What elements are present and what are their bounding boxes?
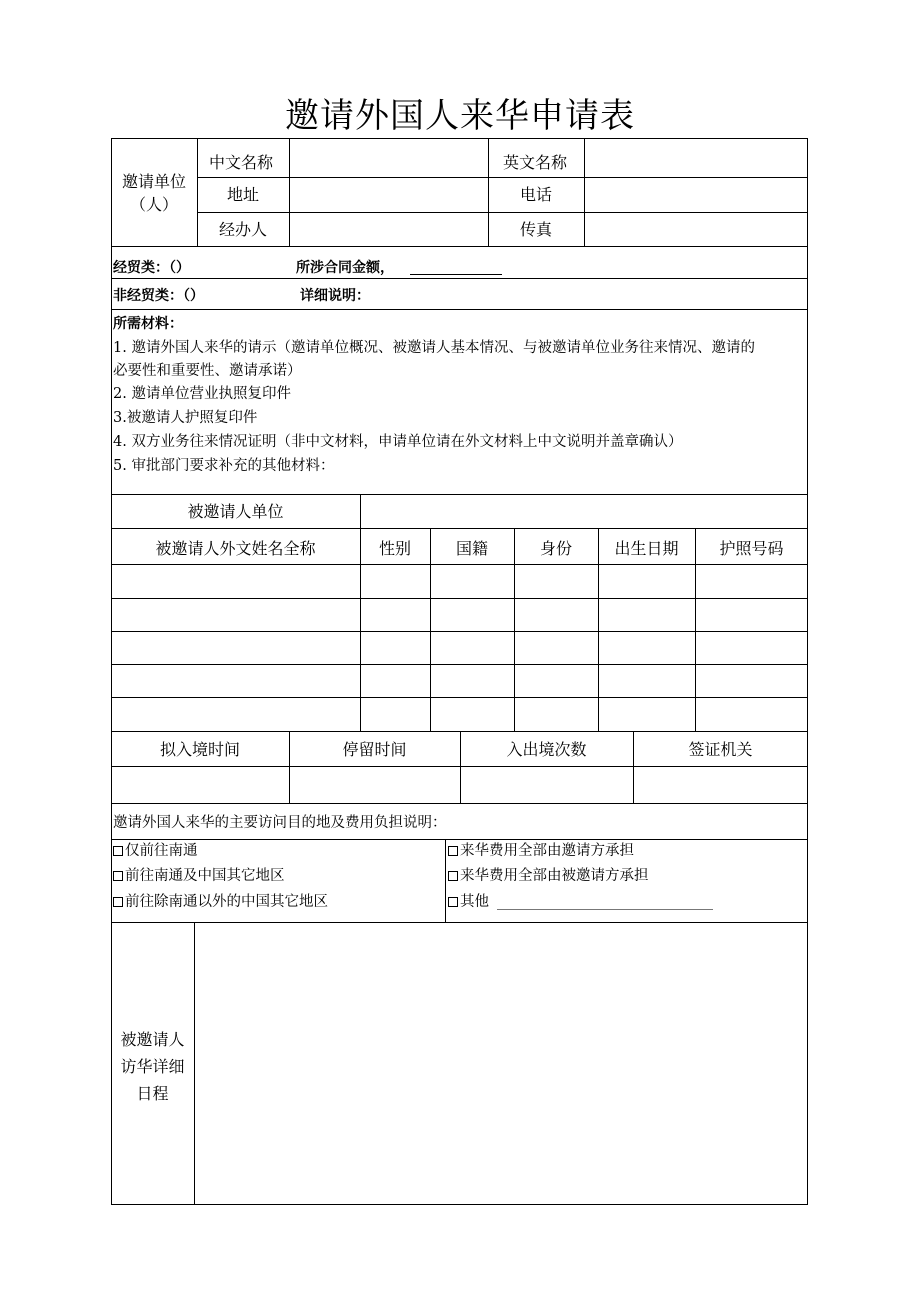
grid-line: [111, 278, 808, 279]
grid-line: [445, 839, 446, 922]
col-header-passport: 护照号码: [719, 539, 784, 558]
material-item: 必要性和重要性、邀请承诺）: [113, 363, 302, 379]
inviter-section-label: 邀请单位: [121, 172, 186, 191]
cost-option[interactable]: 来华费用全部由邀请方承担: [448, 841, 634, 861]
address-label: 地址: [226, 185, 259, 204]
entry-count-field[interactable]: [461, 767, 632, 802]
checkbox-icon[interactable]: [113, 846, 123, 856]
cn-name-field[interactable]: [290, 139, 487, 176]
address-field[interactable]: [290, 178, 487, 211]
en-name-label: 英文名称: [503, 153, 568, 172]
en-name-field[interactable]: [585, 139, 807, 176]
inviter-section-label-sub: （人）: [129, 195, 178, 214]
cn-name-label: 中文名称: [209, 153, 274, 172]
schedule-label: 日程: [136, 1084, 169, 1103]
other-cost-underline[interactable]: [497, 909, 713, 910]
grid-line: [111, 803, 808, 804]
contract-amount-label: 所涉合同金额，: [296, 260, 394, 276]
material-item: 3.被邀请人护照复印件: [113, 410, 258, 426]
destination-option[interactable]: 前往除南通以外的中国其它地区: [113, 892, 328, 912]
material-item: 5. 审批部门要求补充的其他材料：: [113, 458, 335, 474]
destination-option[interactable]: 前往南通及中国其它地区: [113, 866, 285, 886]
invitee-row[interactable]: [112, 632, 807, 663]
phone-field[interactable]: [585, 178, 807, 211]
col-header-birthdate: 出生日期: [614, 539, 679, 558]
handler-label: 经办人: [218, 220, 267, 239]
checkbox-icon[interactable]: [448, 846, 458, 856]
grid-line: [111, 528, 808, 529]
schedule-field[interactable]: [195, 923, 807, 1204]
materials-heading: 所需材料：: [113, 316, 183, 332]
col-header-stay-duration: 停留时间: [342, 740, 407, 759]
nontrade-type-label[interactable]: 非经贸类：（）: [113, 288, 204, 304]
detail-label: 详细说明：: [300, 288, 370, 304]
grid-line: [111, 246, 808, 247]
col-header-gender: 性别: [378, 539, 411, 558]
handler-field[interactable]: [290, 213, 487, 245]
col-header-visa-office: 签证机关: [688, 740, 753, 759]
invitee-unit-label: 被邀请人单位: [187, 502, 284, 521]
invitee-row[interactable]: [112, 698, 807, 730]
visa-office-field[interactable]: [634, 767, 807, 802]
purpose-heading: 邀请外国人来华的主要访问目的地及费用负担说明：: [113, 815, 447, 831]
material-item: 1. 邀请外国人来华的请示（邀请单位概况、被邀请人基本情况、与被邀请单位业务往来情况、邀请的: [113, 340, 755, 356]
fax-label: 传真: [519, 220, 552, 239]
invitee-row[interactable]: [112, 665, 807, 696]
cost-option[interactable]: 其他: [448, 892, 489, 912]
fax-field[interactable]: [585, 213, 807, 245]
col-header-name: 被邀请人外文姓名全称: [155, 539, 316, 558]
checkbox-icon[interactable]: [113, 871, 123, 881]
schedule-label: 被邀请人: [120, 1030, 185, 1049]
stay-duration-field[interactable]: [290, 767, 459, 802]
material-item: 2. 邀请单位营业执照复印件: [113, 386, 291, 402]
grid-line: [111, 309, 808, 310]
checkbox-icon[interactable]: [113, 897, 123, 907]
checkbox-icon[interactable]: [448, 897, 458, 907]
entry-date-field[interactable]: [112, 767, 288, 802]
phone-label: 电话: [519, 185, 552, 204]
col-header-entry-date: 拟入境时间: [159, 740, 240, 759]
contract-amount-underline[interactable]: [410, 274, 502, 275]
schedule-label: 访华详细: [120, 1057, 185, 1076]
destination-option[interactable]: 仅前往南通: [113, 841, 198, 861]
invitee-row[interactable]: [112, 565, 807, 597]
col-header-entry-count: 入出境次数: [506, 740, 587, 759]
invitee-row[interactable]: [112, 599, 807, 630]
page-title: 邀请外国人来华申请表: [285, 96, 635, 136]
trade-type-label[interactable]: 经贸类：（）: [113, 260, 190, 276]
cost-option[interactable]: 来华费用全部由被邀请方承担: [448, 866, 649, 886]
checkbox-icon[interactable]: [448, 871, 458, 881]
material-item: 4. 双方业务往来情况证明（非中文材料，申请单位请在外文材料上中文说明并盖章确认）: [113, 434, 683, 450]
grid-line: [111, 839, 808, 840]
invitee-unit-field[interactable]: [361, 495, 807, 527]
col-header-identity: 身份: [539, 539, 572, 558]
col-header-nationality: 国籍: [455, 539, 488, 558]
